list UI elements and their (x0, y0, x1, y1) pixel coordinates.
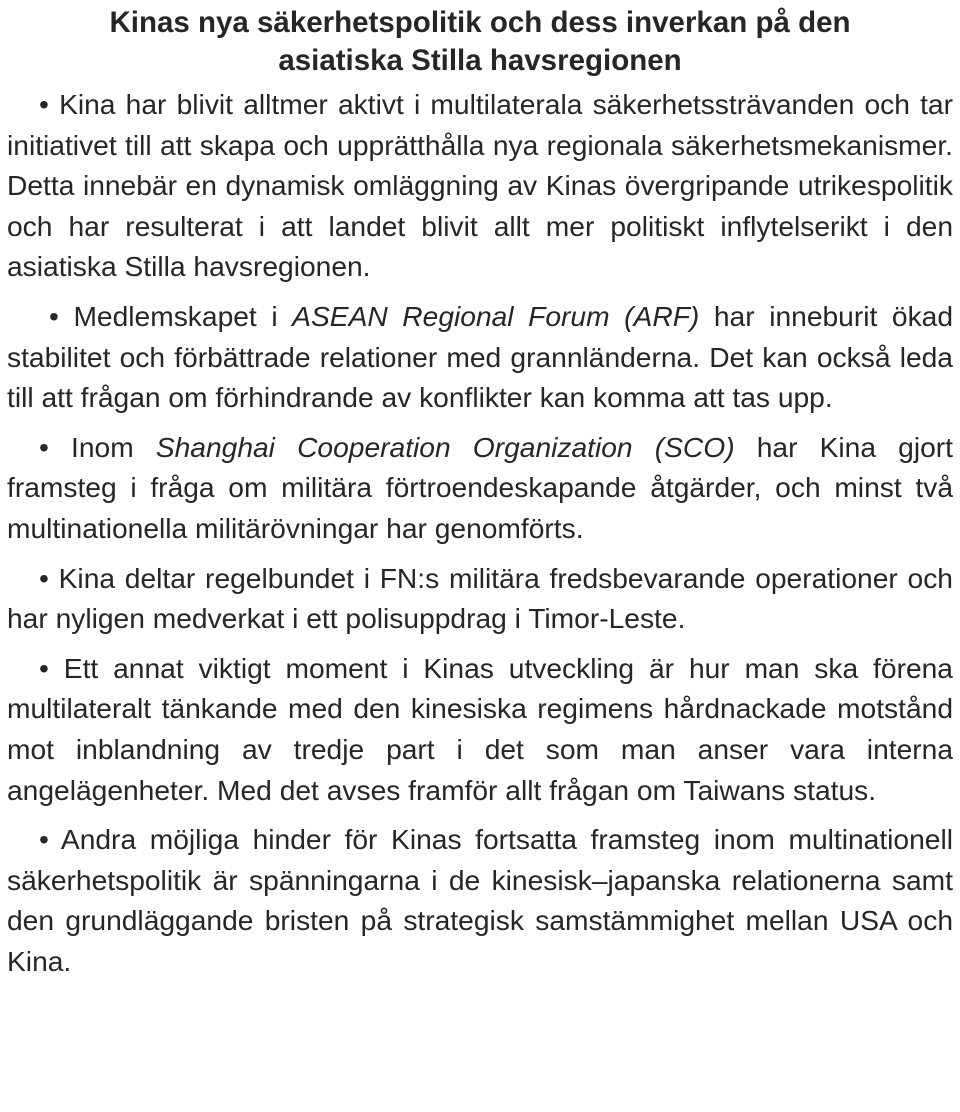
paragraph-text-post: har inneburit ökad stabilitet och förbättrade relationer med grannländerna. Det kan också leda till att frågan om förhindrande av konflikter kan komma att tas upp. (7, 299, 954, 414)
paragraph-text-pre: Inom (48, 430, 156, 463)
title-line-1: Kinas nya säkerhetspolitik och dess inverkan på den (109, 6, 851, 39)
paragraph-5 (7, 648, 953, 810)
bullet-marker: • (39, 823, 49, 856)
paragraph-text-emphasis: Shanghai Cooperation Organization (SCO) (155, 430, 735, 463)
paragraph-4 (7, 558, 953, 639)
paragraph-text-pre: Medlemskapet i (58, 299, 293, 332)
bullet-marker: • (39, 88, 49, 120)
paragraph-text: Ett annat viktigt moment i Kinas utveckling är hur man ska förena multilateralt tänkande med den kinesiska regimens hårdnackade motstånd mot inblandning av tredje part i det som man anser vara interna angelägenheter. Med det avses framför allt frågan om Taiwans status. (7, 651, 953, 806)
title-line-2: asiatiska Stilla havsregionen (278, 44, 682, 77)
paragraph-2 (7, 296, 953, 418)
paragraph-3 (7, 427, 953, 549)
paragraph-text-post: har Kina gjort framsteg i fråga om militära förtroendeskapande åtgärder, och minst två multinationella militärövningar har genomförts. (7, 430, 953, 544)
bullet-marker: • (39, 561, 49, 594)
paragraph-text: Kina har blivit alltmer aktivt i multilaterala säkerhetssträvanden och tar initiativet till att skapa och upprätthålla nya regionala säkerhetsmekanismer. Detta innebär en dynamisk omläggning av Kinas övergripande utrikespolitik och har resulterat i att landet blivit allt mer politiskt inflytelserikt i den asiatiska Stilla havsregionen. (7, 88, 953, 283)
paragraph-6 (7, 819, 953, 981)
paragraph-text: Andra möjliga hinder för Kinas fortsatta framsteg inom multinationell säkerhetspolitik är spänningarna i de kinesisk–japanska relationerna samt den grundläggande bristen på strategisk samstämmighet mellan USA och Kina. (7, 823, 953, 977)
paragraph-text: Kina deltar regelbundet i FN:s militära fredsbevarande operationer och har nyligen medverkat i ett polisuppdrag i Timor-Leste. (7, 561, 953, 635)
bullet-marker: • (39, 651, 49, 684)
document-title (7, 4, 953, 80)
paragraph-text-emphasis: ASEAN Regional Forum (ARF) (292, 299, 700, 332)
paragraph-1 (7, 84, 953, 287)
bullet-marker: • (39, 430, 49, 463)
bullet-marker: • (49, 299, 59, 332)
